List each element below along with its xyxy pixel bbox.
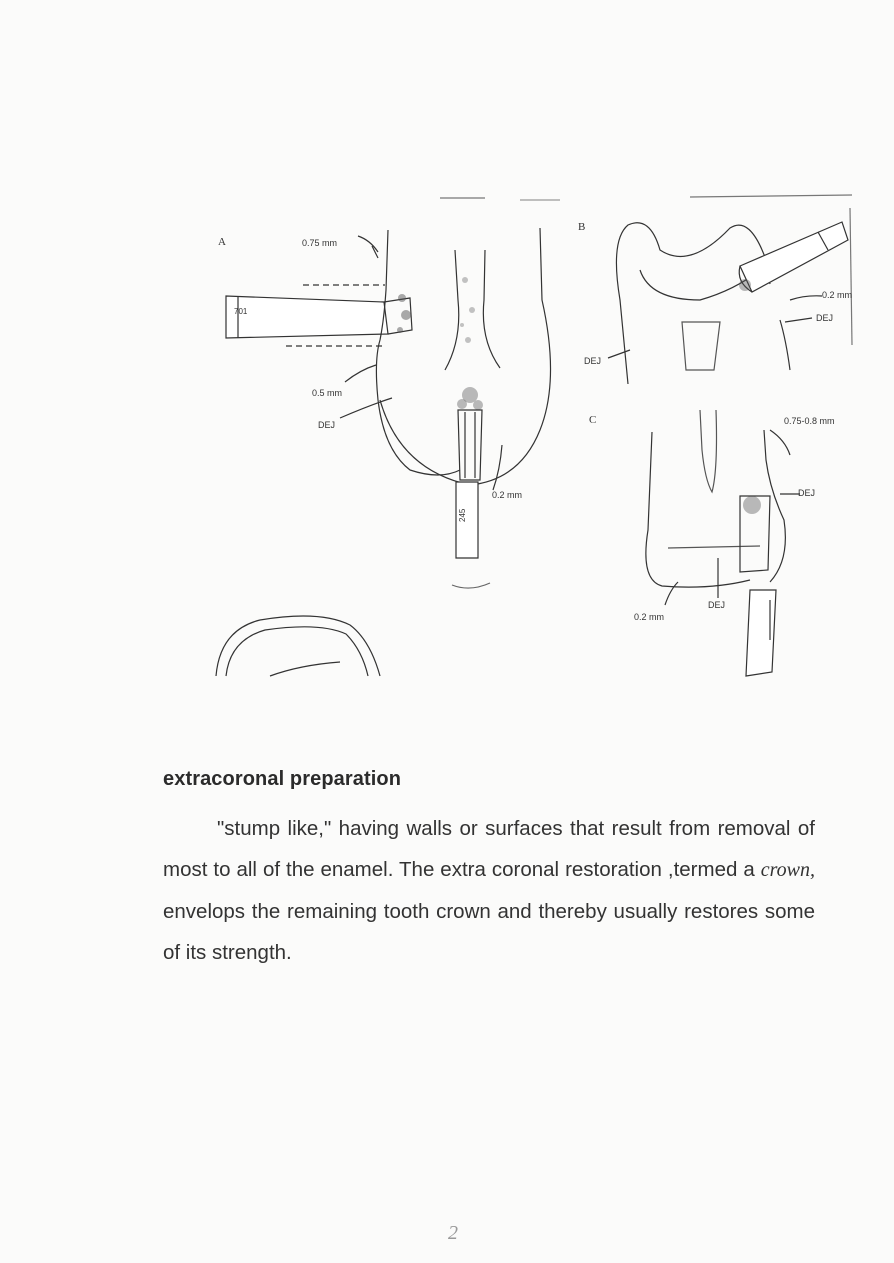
panel-b-label-gap: 0.2 mm (822, 290, 853, 300)
leader-line (493, 445, 502, 490)
panel-c-bur (746, 590, 776, 676)
panel-a-stipple (397, 277, 483, 410)
panel-a-label-dej: DEJ (318, 420, 336, 430)
panel-a-label-top-gap: 0.75 mm (302, 238, 338, 248)
panel-a-label-bottom-gap: 0.5 mm (312, 388, 343, 398)
panel-c-tooth (646, 410, 786, 587)
panel-a-tooth (372, 228, 551, 485)
panel-a-label-side-gap: 0.2 mm (492, 490, 523, 500)
panel-c-label-dej-bottom: DEJ (708, 600, 726, 610)
panel-b-bur (739, 222, 848, 292)
body-paragraph (163, 808, 815, 973)
panel-b-label-dej-right: DEJ (816, 313, 834, 323)
leader-line (770, 430, 790, 455)
panel-b-letter: B (578, 221, 586, 233)
panel-c-label-dej-right: DEJ (798, 488, 816, 498)
leader-line (340, 398, 392, 418)
leader-line (358, 236, 378, 252)
panel-b-label-dej-left: DEJ (584, 356, 602, 366)
paragraph-text-after-term: envelops the remaining tooth crown and thereby usually restores some of its strength. (163, 900, 815, 964)
panel-c-label-gap-top: 0.75-0.8 mm (784, 416, 835, 426)
partial-tooth-sketch (216, 616, 380, 676)
leader-line (345, 365, 376, 382)
panel-c-letter: C (589, 414, 597, 426)
section-heading: extracoronal preparation (163, 768, 402, 790)
paragraph-text-before-term: "stump like," having walls or surfaces that result from removal of most to all of the enamel. The extra coronal restoration ,termed a (163, 817, 815, 881)
paragraph-term: crown, (760, 859, 815, 881)
panel-a-letter: A (218, 236, 226, 248)
top-edge-line (690, 195, 852, 197)
panel-c-label-gap-bottom: 0.2 mm (634, 612, 665, 622)
page-number: 2 (448, 1222, 458, 1244)
panel-a-label-bur-701: 701 (234, 307, 248, 316)
leader-line (785, 318, 812, 322)
leader-line (790, 296, 822, 300)
panel-a-bur-245 (456, 410, 482, 558)
panel-b-tooth (608, 223, 790, 384)
panel-a-arc (452, 583, 490, 588)
panel-a-label-bur-245: 245 (458, 508, 467, 522)
leader-line (665, 582, 678, 605)
